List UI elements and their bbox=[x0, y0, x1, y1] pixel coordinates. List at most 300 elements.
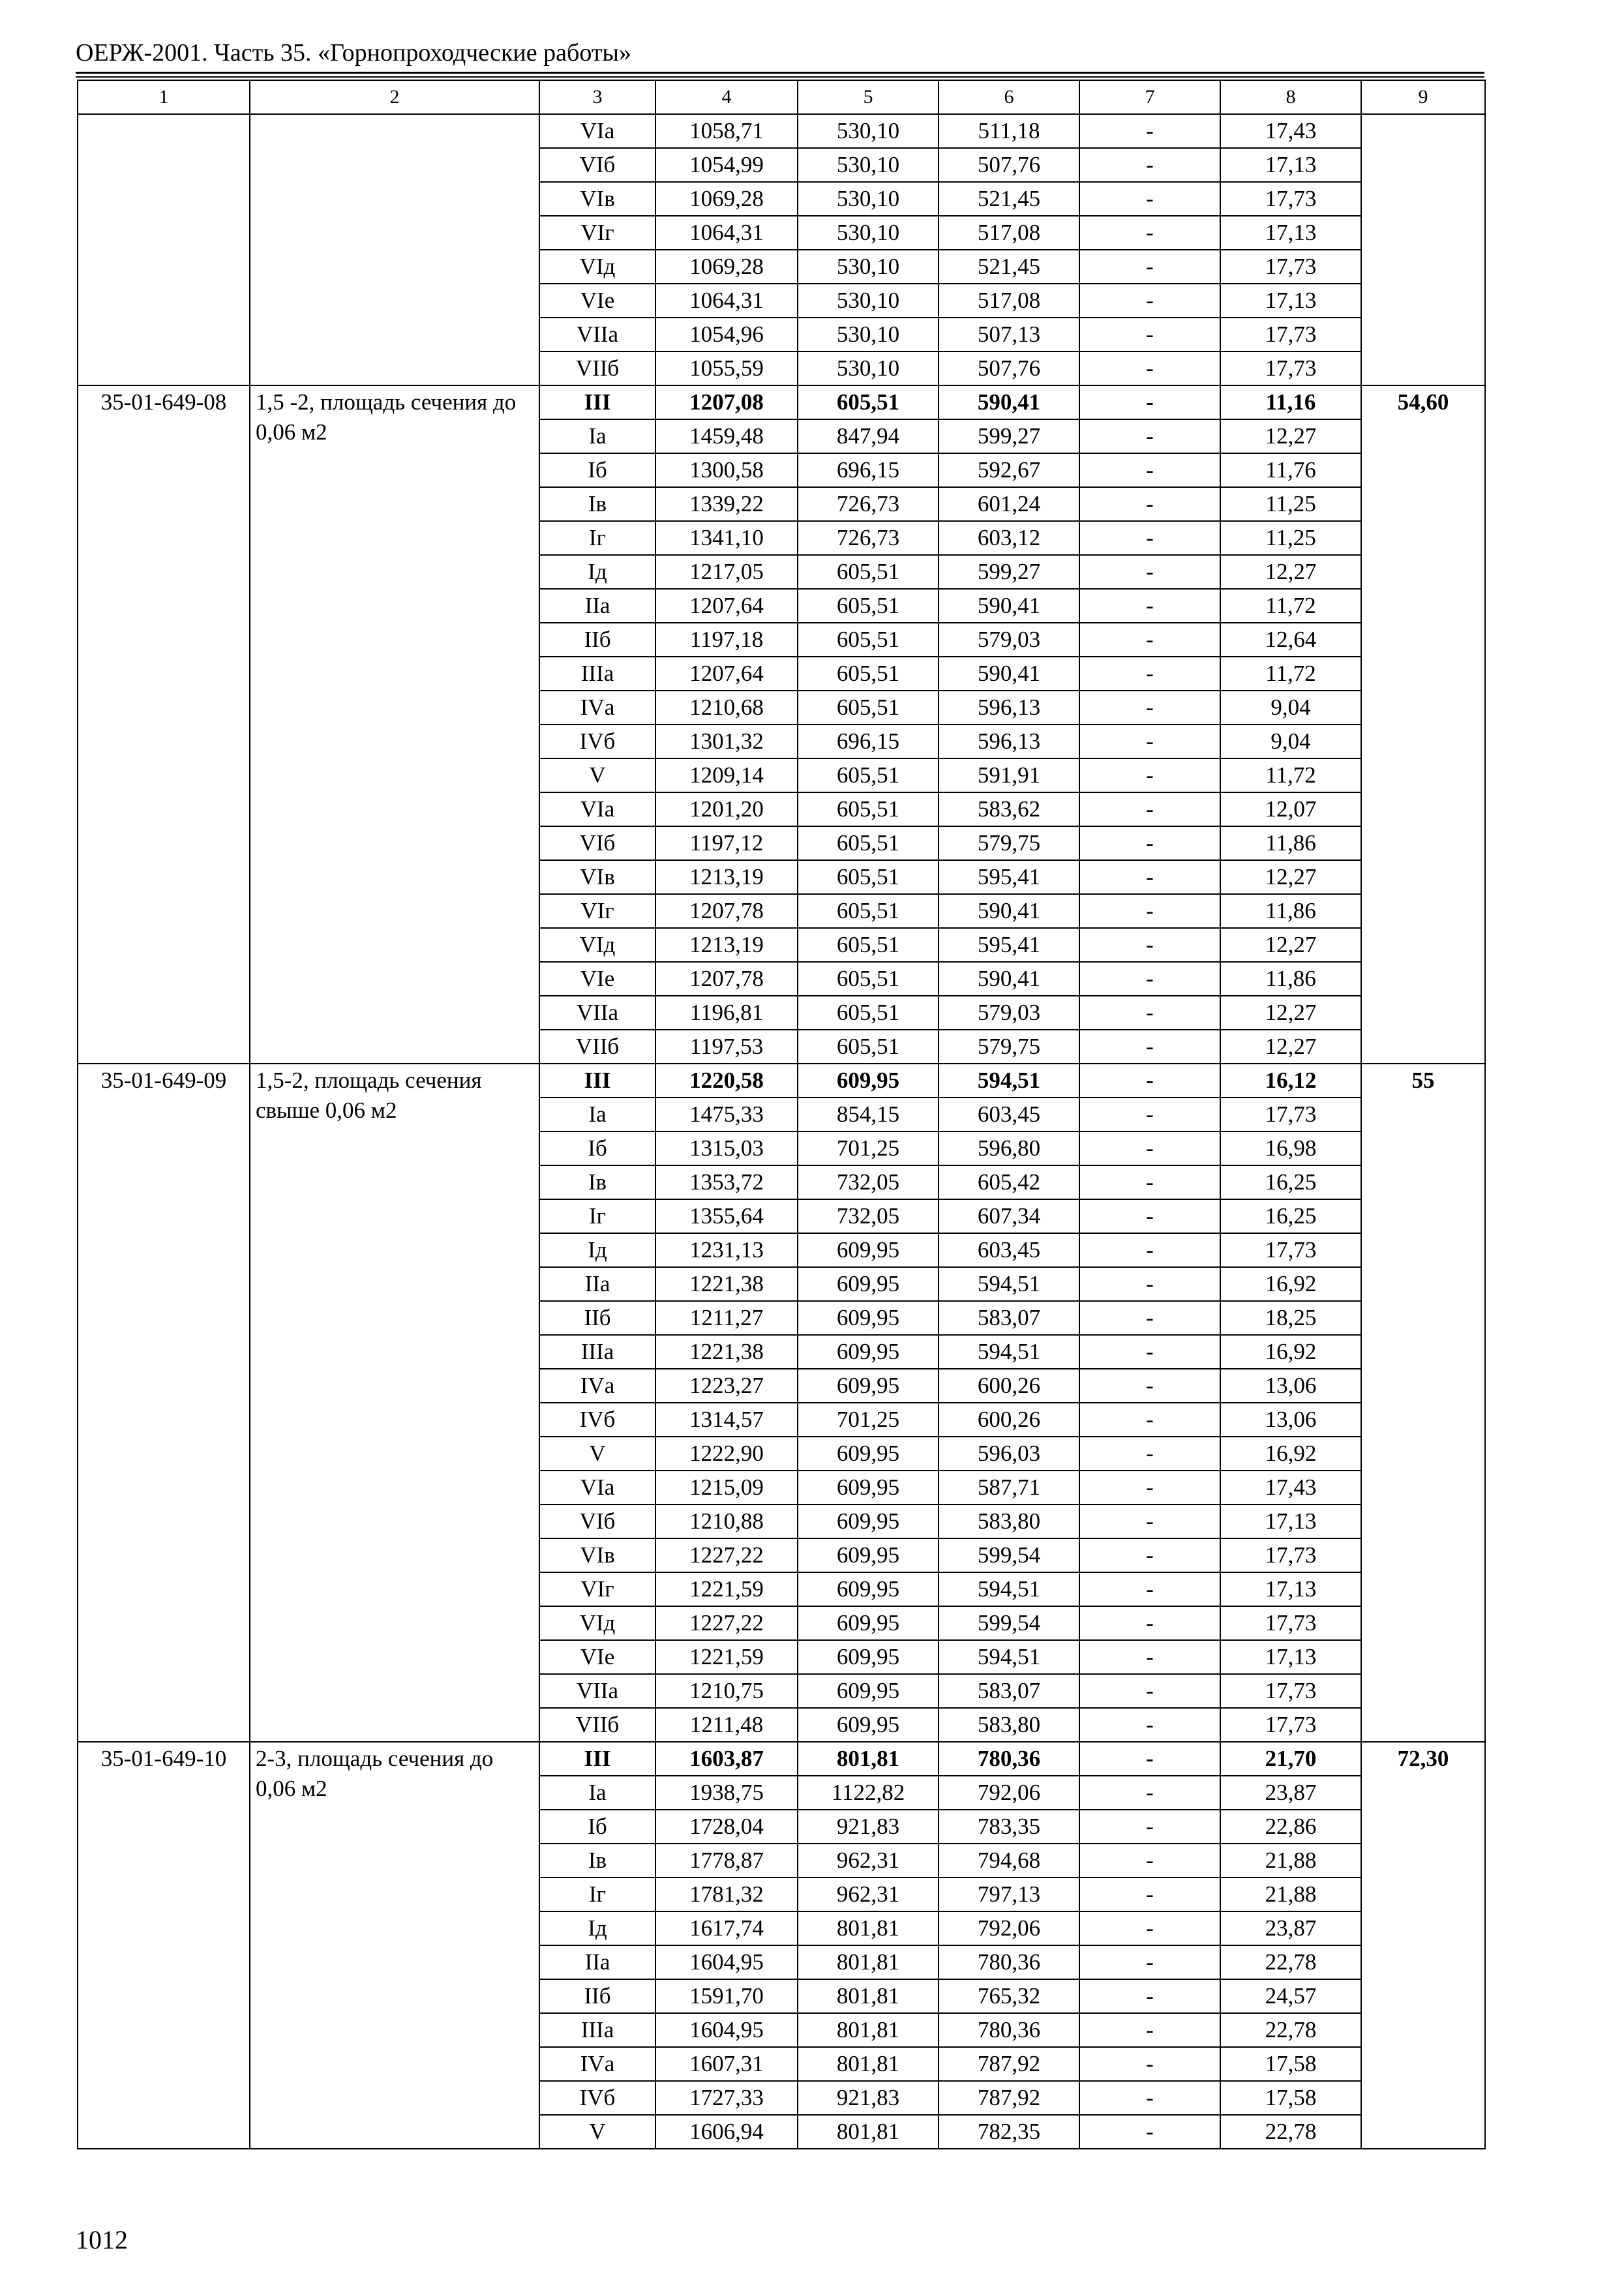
labor-cost-cell: 605,51 bbox=[798, 860, 939, 894]
machine-cost-cell: 596,13 bbox=[939, 725, 1079, 758]
materials-cost-cell: - bbox=[1079, 1640, 1220, 1674]
zone-cell: Iд bbox=[539, 555, 655, 589]
machine-cost-cell: 607,34 bbox=[939, 1199, 1079, 1233]
labor-cost-cell: 605,51 bbox=[798, 894, 939, 928]
materials-cost-cell: - bbox=[1079, 758, 1220, 792]
labor-cost-cell: 605,51 bbox=[798, 928, 939, 962]
total-cost-cell: 1606,94 bbox=[655, 2115, 798, 2149]
total-cost-cell: 1197,53 bbox=[655, 1030, 798, 1064]
machine-cost-cell: 590,41 bbox=[939, 657, 1079, 691]
machine-cost-cell: 594,51 bbox=[939, 1640, 1079, 1674]
total-cost-cell: 1220,58 bbox=[655, 1064, 798, 1098]
materials-cost-cell: - bbox=[1079, 657, 1220, 691]
labor-cost-cell: 605,51 bbox=[798, 826, 939, 860]
labor-hours-cell: 16,25 bbox=[1220, 1165, 1361, 1199]
labor-hours-cell: 12,27 bbox=[1220, 996, 1361, 1030]
materials-cost-cell: - bbox=[1079, 453, 1220, 487]
zone-cell: VIа bbox=[539, 1471, 655, 1504]
labor-hours-cell: 17,73 bbox=[1220, 318, 1361, 352]
labor-hours-cell: 17,58 bbox=[1220, 2081, 1361, 2115]
labor-hours-cell: 16,98 bbox=[1220, 1131, 1361, 1165]
labor-hours-cell: 12,07 bbox=[1220, 792, 1361, 826]
materials-cost-cell: - bbox=[1079, 1674, 1220, 1708]
zone-cell: Iб bbox=[539, 1810, 655, 1844]
materials-cost-cell: - bbox=[1079, 1165, 1220, 1199]
materials-cost-cell: - bbox=[1079, 860, 1220, 894]
total-cost-cell: 1207,78 bbox=[655, 962, 798, 996]
total-cost-cell: 1207,64 bbox=[655, 657, 798, 691]
total-cost-cell: 1728,04 bbox=[655, 1810, 798, 1844]
materials-cost-cell: - bbox=[1079, 1708, 1220, 1742]
zone-cell: VIб bbox=[539, 148, 655, 182]
total-cost-cell: 1217,05 bbox=[655, 555, 798, 589]
labor-hours-cell: 12,27 bbox=[1220, 1030, 1361, 1064]
machine-cost-cell: 583,62 bbox=[939, 792, 1079, 826]
materials-cost-cell: - bbox=[1079, 962, 1220, 996]
zone-cell: VIв bbox=[539, 182, 655, 216]
labor-hours-cell: 18,25 bbox=[1220, 1301, 1361, 1335]
header-rule bbox=[76, 72, 1484, 74]
labor-cost-cell: 609,95 bbox=[798, 1640, 939, 1674]
materials-cost-cell: - bbox=[1079, 1742, 1220, 1776]
total-cost-cell: 1604,95 bbox=[655, 2013, 798, 2047]
labor-hours-cell: 17,73 bbox=[1220, 1233, 1361, 1267]
norm-cell: 55 bbox=[1361, 1064, 1485, 1742]
materials-cost-cell: - bbox=[1079, 792, 1220, 826]
norm-cell bbox=[1361, 114, 1485, 385]
materials-cost-cell: - bbox=[1079, 1199, 1220, 1233]
labor-cost-cell: 732,05 bbox=[798, 1165, 939, 1199]
description-cell: 2-3, площадь сечения до 0,06 м2 bbox=[250, 1742, 539, 2149]
column-number: 4 bbox=[655, 80, 798, 114]
labor-hours-cell: 17,13 bbox=[1220, 1504, 1361, 1538]
labor-cost-cell: 609,95 bbox=[798, 1335, 939, 1369]
zone-cell: VIг bbox=[539, 216, 655, 250]
labor-cost-cell: 847,94 bbox=[798, 419, 939, 453]
machine-cost-cell: 521,45 bbox=[939, 182, 1079, 216]
labor-hours-cell: 22,86 bbox=[1220, 1810, 1361, 1844]
column-number: 9 bbox=[1361, 80, 1485, 114]
machine-cost-cell: 600,26 bbox=[939, 1369, 1079, 1403]
materials-cost-cell: - bbox=[1079, 1369, 1220, 1403]
zone-cell: III bbox=[539, 1064, 655, 1098]
machine-cost-cell: 603,45 bbox=[939, 1098, 1079, 1131]
labor-cost-cell: 609,95 bbox=[798, 1572, 939, 1606]
total-cost-cell: 1221,59 bbox=[655, 1572, 798, 1606]
labor-hours-cell: 17,73 bbox=[1220, 182, 1361, 216]
labor-cost-cell: 609,95 bbox=[798, 1267, 939, 1301]
materials-cost-cell: - bbox=[1079, 521, 1220, 555]
zone-cell: IIIа bbox=[539, 2013, 655, 2047]
zone-cell: IIб bbox=[539, 1301, 655, 1335]
machine-cost-cell: 591,91 bbox=[939, 758, 1079, 792]
labor-hours-cell: 23,87 bbox=[1220, 1776, 1361, 1810]
labor-hours-cell: 11,86 bbox=[1220, 962, 1361, 996]
total-cost-cell: 1054,96 bbox=[655, 318, 798, 352]
materials-cost-cell: - bbox=[1079, 826, 1220, 860]
machine-cost-cell: 594,51 bbox=[939, 1267, 1079, 1301]
labor-hours-cell: 9,04 bbox=[1220, 725, 1361, 758]
zone-cell: IIIа bbox=[539, 1335, 655, 1369]
labor-cost-cell: 921,83 bbox=[798, 2081, 939, 2115]
total-cost-cell: 1213,19 bbox=[655, 860, 798, 894]
machine-cost-cell: 583,80 bbox=[939, 1504, 1079, 1538]
zone-cell: VIг bbox=[539, 894, 655, 928]
materials-cost-cell: - bbox=[1079, 2047, 1220, 2081]
materials-cost-cell: - bbox=[1079, 1437, 1220, 1471]
total-cost-cell: 1591,70 bbox=[655, 1979, 798, 2013]
labor-hours-cell: 21,88 bbox=[1220, 1844, 1361, 1878]
materials-cost-cell: - bbox=[1079, 182, 1220, 216]
machine-cost-cell: 595,41 bbox=[939, 860, 1079, 894]
zone-cell: V bbox=[539, 758, 655, 792]
column-number: 2 bbox=[250, 80, 539, 114]
materials-cost-cell: - bbox=[1079, 1335, 1220, 1369]
materials-cost-cell: - bbox=[1079, 352, 1220, 385]
labor-hours-cell: 17,13 bbox=[1220, 284, 1361, 318]
labor-cost-cell: 609,95 bbox=[798, 1708, 939, 1742]
zone-cell: Iа bbox=[539, 1776, 655, 1810]
total-cost-cell: 1209,14 bbox=[655, 758, 798, 792]
zone-cell: V bbox=[539, 2115, 655, 2149]
labor-hours-cell: 17,13 bbox=[1220, 1640, 1361, 1674]
labor-cost-cell: 609,95 bbox=[798, 1233, 939, 1267]
machine-cost-cell: 583,07 bbox=[939, 1301, 1079, 1335]
machine-cost-cell: 787,92 bbox=[939, 2047, 1079, 2081]
materials-cost-cell: - bbox=[1079, 318, 1220, 352]
machine-cost-cell: 579,75 bbox=[939, 826, 1079, 860]
total-cost-cell: 1069,28 bbox=[655, 182, 798, 216]
labor-hours-cell: 21,70 bbox=[1220, 1742, 1361, 1776]
column-number: 5 bbox=[798, 80, 939, 114]
machine-cost-cell: 792,06 bbox=[939, 1911, 1079, 1945]
zone-cell: V bbox=[539, 1437, 655, 1471]
zone-cell: Iа bbox=[539, 419, 655, 453]
zone-cell: IVб bbox=[539, 1403, 655, 1437]
total-cost-cell: 1197,12 bbox=[655, 826, 798, 860]
machine-cost-cell: 590,41 bbox=[939, 962, 1079, 996]
total-cost-cell: 1196,81 bbox=[655, 996, 798, 1030]
materials-cost-cell: - bbox=[1079, 555, 1220, 589]
zone-cell: VIIа bbox=[539, 996, 655, 1030]
machine-cost-cell: 599,27 bbox=[939, 419, 1079, 453]
header-rule-thin bbox=[76, 76, 1484, 78]
column-number: 3 bbox=[539, 80, 655, 114]
machine-cost-cell: 507,76 bbox=[939, 352, 1079, 385]
machine-cost-cell: 587,71 bbox=[939, 1471, 1079, 1504]
labor-cost-cell: 605,51 bbox=[798, 385, 939, 419]
machine-cost-cell: 603,12 bbox=[939, 521, 1079, 555]
materials-cost-cell: - bbox=[1079, 2013, 1220, 2047]
zone-cell: VIд bbox=[539, 250, 655, 284]
machine-cost-cell: 583,07 bbox=[939, 1674, 1079, 1708]
zone-cell: IIа bbox=[539, 1945, 655, 1979]
labor-hours-cell: 11,25 bbox=[1220, 487, 1361, 521]
zone-cell: III bbox=[539, 1742, 655, 1776]
labor-cost-cell: 801,81 bbox=[798, 1945, 939, 1979]
labor-hours-cell: 17,73 bbox=[1220, 250, 1361, 284]
labor-cost-cell: 609,95 bbox=[798, 1606, 939, 1640]
labor-cost-cell: 530,10 bbox=[798, 216, 939, 250]
labor-cost-cell: 530,10 bbox=[798, 318, 939, 352]
materials-cost-cell: - bbox=[1079, 928, 1220, 962]
labor-cost-cell: 530,10 bbox=[798, 114, 939, 148]
column-number: 6 bbox=[939, 80, 1079, 114]
zone-cell: Iб bbox=[539, 1131, 655, 1165]
materials-cost-cell: - bbox=[1079, 114, 1220, 148]
total-cost-cell: 1727,33 bbox=[655, 2081, 798, 2115]
labor-hours-cell: 16,92 bbox=[1220, 1335, 1361, 1369]
materials-cost-cell: - bbox=[1079, 1878, 1220, 1911]
materials-cost-cell: - bbox=[1079, 894, 1220, 928]
labor-cost-cell: 609,95 bbox=[798, 1437, 939, 1471]
labor-cost-cell: 609,95 bbox=[798, 1674, 939, 1708]
total-cost-cell: 1231,13 bbox=[655, 1233, 798, 1267]
zone-cell: III bbox=[539, 385, 655, 419]
machine-cost-cell: 599,27 bbox=[939, 555, 1079, 589]
labor-cost-cell: 732,05 bbox=[798, 1199, 939, 1233]
labor-cost-cell: 605,51 bbox=[798, 691, 939, 725]
machine-cost-cell: 517,08 bbox=[939, 216, 1079, 250]
labor-cost-cell: 701,25 bbox=[798, 1403, 939, 1437]
table-row bbox=[78, 385, 1485, 419]
materials-cost-cell: - bbox=[1079, 1606, 1220, 1640]
machine-cost-cell: 601,24 bbox=[939, 487, 1079, 521]
labor-cost-cell: 962,31 bbox=[798, 1844, 939, 1878]
machine-cost-cell: 783,35 bbox=[939, 1810, 1079, 1844]
zone-cell: IIа bbox=[539, 589, 655, 623]
labor-hours-cell: 11,76 bbox=[1220, 453, 1361, 487]
materials-cost-cell: - bbox=[1079, 1945, 1220, 1979]
labor-hours-cell: 17,73 bbox=[1220, 1098, 1361, 1131]
column-number: 1 bbox=[78, 80, 250, 114]
rates-table bbox=[77, 80, 1486, 2149]
machine-cost-cell: 599,54 bbox=[939, 1606, 1079, 1640]
machine-cost-cell: 780,36 bbox=[939, 1945, 1079, 1979]
labor-hours-cell: 17,58 bbox=[1220, 2047, 1361, 2081]
materials-cost-cell: - bbox=[1079, 1504, 1220, 1538]
total-cost-cell: 1069,28 bbox=[655, 250, 798, 284]
machine-cost-cell: 765,32 bbox=[939, 1979, 1079, 2013]
machine-cost-cell: 596,80 bbox=[939, 1131, 1079, 1165]
labor-cost-cell: 801,81 bbox=[798, 2115, 939, 2149]
total-cost-cell: 1475,33 bbox=[655, 1098, 798, 1131]
materials-cost-cell: - bbox=[1079, 1301, 1220, 1335]
column-number: 7 bbox=[1079, 80, 1220, 114]
labor-hours-cell: 17,73 bbox=[1220, 1674, 1361, 1708]
zone-cell: IIб bbox=[539, 623, 655, 657]
zone-cell: Iд bbox=[539, 1233, 655, 1267]
code-cell: 35-01-649-08 bbox=[78, 385, 250, 1064]
labor-hours-cell: 17,13 bbox=[1220, 148, 1361, 182]
labor-hours-cell: 11,72 bbox=[1220, 589, 1361, 623]
machine-cost-cell: 782,35 bbox=[939, 2115, 1079, 2149]
labor-cost-cell: 801,81 bbox=[798, 2047, 939, 2081]
machine-cost-cell: 590,41 bbox=[939, 589, 1079, 623]
zone-cell: IVб bbox=[539, 2081, 655, 2115]
machine-cost-cell: 594,51 bbox=[939, 1064, 1079, 1098]
labor-cost-cell: 696,15 bbox=[798, 725, 939, 758]
labor-cost-cell: 801,81 bbox=[798, 1911, 939, 1945]
zone-cell: VIIа bbox=[539, 318, 655, 352]
machine-cost-cell: 797,13 bbox=[939, 1878, 1079, 1911]
machine-cost-cell: 592,67 bbox=[939, 453, 1079, 487]
description-cell bbox=[250, 114, 539, 385]
materials-cost-cell: - bbox=[1079, 1572, 1220, 1606]
zone-cell: VIе bbox=[539, 1640, 655, 1674]
labor-hours-cell: 21,88 bbox=[1220, 1878, 1361, 1911]
zone-cell: VIа bbox=[539, 792, 655, 826]
total-cost-cell: 1617,74 bbox=[655, 1911, 798, 1945]
zone-cell: VIе bbox=[539, 284, 655, 318]
labor-hours-cell: 12,27 bbox=[1220, 860, 1361, 894]
labor-hours-cell: 17,13 bbox=[1220, 216, 1361, 250]
total-cost-cell: 1341,10 bbox=[655, 521, 798, 555]
labor-cost-cell: 701,25 bbox=[798, 1131, 939, 1165]
materials-cost-cell: - bbox=[1079, 1810, 1220, 1844]
labor-cost-cell: 605,51 bbox=[798, 962, 939, 996]
total-cost-cell: 1221,38 bbox=[655, 1267, 798, 1301]
materials-cost-cell: - bbox=[1079, 1844, 1220, 1878]
labor-hours-cell: 12,64 bbox=[1220, 623, 1361, 657]
machine-cost-cell: 507,13 bbox=[939, 318, 1079, 352]
labor-hours-cell: 17,73 bbox=[1220, 1606, 1361, 1640]
labor-cost-cell: 605,51 bbox=[798, 792, 939, 826]
materials-cost-cell: - bbox=[1079, 284, 1220, 318]
zone-cell: Iд bbox=[539, 1911, 655, 1945]
machine-cost-cell: 579,75 bbox=[939, 1030, 1079, 1064]
description-cell: 1,5 -2, площадь сечения до 0,06 м2 bbox=[250, 385, 539, 1064]
total-cost-cell: 1210,68 bbox=[655, 691, 798, 725]
labor-cost-cell: 609,95 bbox=[798, 1504, 939, 1538]
materials-cost-cell: - bbox=[1079, 1911, 1220, 1945]
machine-cost-cell: 521,45 bbox=[939, 250, 1079, 284]
total-cost-cell: 1207,78 bbox=[655, 894, 798, 928]
total-cost-cell: 1938,75 bbox=[655, 1776, 798, 1810]
machine-cost-cell: 590,41 bbox=[939, 894, 1079, 928]
machine-cost-cell: 596,13 bbox=[939, 691, 1079, 725]
zone-cell: IIа bbox=[539, 1267, 655, 1301]
zone-cell: VIд bbox=[539, 928, 655, 962]
zone-cell: Iг bbox=[539, 1199, 655, 1233]
materials-cost-cell: - bbox=[1079, 1233, 1220, 1267]
labor-hours-cell: 22,78 bbox=[1220, 2013, 1361, 2047]
labor-cost-cell: 1122,82 bbox=[798, 1776, 939, 1810]
total-cost-cell: 1223,27 bbox=[655, 1369, 798, 1403]
labor-hours-cell: 17,43 bbox=[1220, 1471, 1361, 1504]
labor-cost-cell: 530,10 bbox=[798, 352, 939, 385]
labor-hours-cell: 17,73 bbox=[1220, 352, 1361, 385]
labor-hours-cell: 12,27 bbox=[1220, 555, 1361, 589]
table-row bbox=[78, 1742, 1485, 1776]
materials-cost-cell: - bbox=[1079, 996, 1220, 1030]
zone-cell: VIб bbox=[539, 1504, 655, 1538]
materials-cost-cell: - bbox=[1079, 1131, 1220, 1165]
machine-cost-cell: 787,92 bbox=[939, 2081, 1079, 2115]
table-row bbox=[78, 1064, 1485, 1098]
total-cost-cell: 1459,48 bbox=[655, 419, 798, 453]
materials-cost-cell: - bbox=[1079, 1098, 1220, 1131]
page-number: 1012 bbox=[76, 2225, 128, 2254]
materials-cost-cell: - bbox=[1079, 1403, 1220, 1437]
machine-cost-cell: 603,45 bbox=[939, 1233, 1079, 1267]
total-cost-cell: 1054,99 bbox=[655, 148, 798, 182]
labor-hours-cell: 13,06 bbox=[1220, 1369, 1361, 1403]
total-cost-cell: 1211,48 bbox=[655, 1708, 798, 1742]
machine-cost-cell: 595,41 bbox=[939, 928, 1079, 962]
total-cost-cell: 1197,18 bbox=[655, 623, 798, 657]
zone-cell: Iв bbox=[539, 1165, 655, 1199]
total-cost-cell: 1355,64 bbox=[655, 1199, 798, 1233]
zone-cell: IVа bbox=[539, 1369, 655, 1403]
zone-cell: Iв bbox=[539, 1844, 655, 1878]
labor-hours-cell: 17,73 bbox=[1220, 1538, 1361, 1572]
zone-cell: VIв bbox=[539, 860, 655, 894]
total-cost-cell: 1201,20 bbox=[655, 792, 798, 826]
materials-cost-cell: - bbox=[1079, 2081, 1220, 2115]
table-body bbox=[78, 80, 1485, 2149]
labor-hours-cell: 12,27 bbox=[1220, 928, 1361, 962]
materials-cost-cell: - bbox=[1079, 623, 1220, 657]
materials-cost-cell: - bbox=[1079, 589, 1220, 623]
labor-cost-cell: 921,83 bbox=[798, 1810, 939, 1844]
machine-cost-cell: 517,08 bbox=[939, 284, 1079, 318]
labor-hours-cell: 11,86 bbox=[1220, 894, 1361, 928]
zone-cell: Iг bbox=[539, 1878, 655, 1911]
materials-cost-cell: - bbox=[1079, 1538, 1220, 1572]
total-cost-cell: 1301,32 bbox=[655, 725, 798, 758]
materials-cost-cell: - bbox=[1079, 691, 1220, 725]
labor-hours-cell: 12,27 bbox=[1220, 419, 1361, 453]
labor-hours-cell: 23,87 bbox=[1220, 1911, 1361, 1945]
materials-cost-cell: - bbox=[1079, 1030, 1220, 1064]
labor-cost-cell: 530,10 bbox=[798, 182, 939, 216]
labor-cost-cell: 801,81 bbox=[798, 2013, 939, 2047]
materials-cost-cell: - bbox=[1079, 385, 1220, 419]
labor-hours-cell: 24,57 bbox=[1220, 1979, 1361, 2013]
labor-cost-cell: 696,15 bbox=[798, 453, 939, 487]
labor-cost-cell: 605,51 bbox=[798, 996, 939, 1030]
machine-cost-cell: 579,03 bbox=[939, 996, 1079, 1030]
zone-cell: Iг bbox=[539, 521, 655, 555]
zone-cell: VIг bbox=[539, 1572, 655, 1606]
zone-cell: VIе bbox=[539, 962, 655, 996]
materials-cost-cell: - bbox=[1079, 1064, 1220, 1098]
labor-cost-cell: 609,95 bbox=[798, 1064, 939, 1098]
zone-cell: Iб bbox=[539, 453, 655, 487]
labor-hours-cell: 17,43 bbox=[1220, 114, 1361, 148]
labor-cost-cell: 605,51 bbox=[798, 758, 939, 792]
zone-cell: VIб bbox=[539, 826, 655, 860]
labor-cost-cell: 605,51 bbox=[798, 589, 939, 623]
zone-cell: Iа bbox=[539, 1098, 655, 1131]
materials-cost-cell: - bbox=[1079, 250, 1220, 284]
total-cost-cell: 1314,57 bbox=[655, 1403, 798, 1437]
labor-cost-cell: 962,31 bbox=[798, 1878, 939, 1911]
materials-cost-cell: - bbox=[1079, 1776, 1220, 1810]
machine-cost-cell: 507,76 bbox=[939, 148, 1079, 182]
norm-cell: 72,30 bbox=[1361, 1742, 1485, 2149]
total-cost-cell: 1227,22 bbox=[655, 1538, 798, 1572]
labor-hours-cell: 11,25 bbox=[1220, 521, 1361, 555]
column-number-row bbox=[78, 80, 1485, 114]
labor-hours-cell: 9,04 bbox=[1220, 691, 1361, 725]
labor-cost-cell: 801,81 bbox=[798, 1979, 939, 2013]
labor-cost-cell: 605,51 bbox=[798, 555, 939, 589]
zone-cell: VIIб bbox=[539, 352, 655, 385]
description-cell: 1,5-2, площадь сечения свыше 0,06 м2 bbox=[250, 1064, 539, 1742]
norm-cell: 54,60 bbox=[1361, 385, 1485, 1064]
